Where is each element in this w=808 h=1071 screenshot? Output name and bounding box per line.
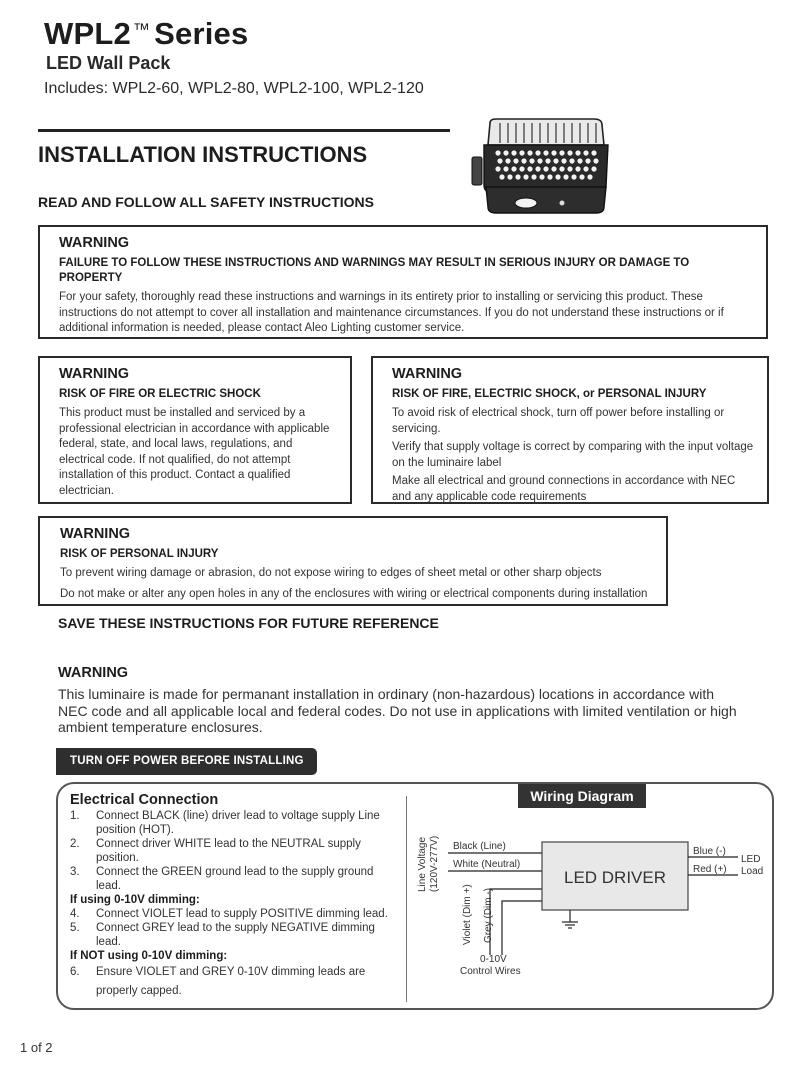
wall-pack-illustration [470,115,620,215]
step-item [70,921,400,949]
step-text: Connect driver WHITE lead to the NEUTRAL supply position. [96,838,361,864]
warning-subtitle: RISK OF FIRE, ELECTRIC SHOCK, or PERSONAL INJURY [392,388,707,400]
control-wires-label: Control Wires [460,966,521,977]
violet-wire-label: Violet (Dim +) [462,884,473,945]
step-number: 3. [70,866,80,878]
title-suffix: Series [154,16,249,51]
wiring-diagram [408,810,768,980]
line-voltage-range: (120V-277V) [429,835,440,892]
warning-title: WARNING [392,366,463,382]
grey-wire [502,901,542,955]
grey-wire-label: Grey (Dim -) [483,888,494,943]
step-number: 6. [70,966,80,978]
step-number: 2. [70,838,80,850]
led-load-label: LED [741,854,761,865]
warning-paragraph: To avoid risk of electrical shock, turn off power before installing or servicing. [392,407,725,435]
red-wire-label: Red (+) [693,864,727,875]
warning-paragraph: Make all electrical and ground connections in accordance with NEC and any applicable code requirements [392,475,736,503]
safety-heading: READ AND FOLLOW ALL SAFETY INSTRUCTIONS [38,194,374,210]
warning-body [59,290,746,337]
warning-subtitle: RISK OF FIRE OR ELECTRIC SHOCK [59,388,261,400]
electrical-steps [70,809,400,1001]
electrical-connection-title: Electrical Connection [70,792,219,808]
model-list: Includes: WPL2-60, WPL2-80, WPL2-100, WPL2-120 [44,80,424,97]
step-item [70,907,400,921]
warning-box-personal-injury [38,516,668,606]
product-name: WPL2 [44,16,131,51]
wiring-diagram-tab: Wiring Diagram [518,784,646,808]
warning-paragraph: Verify that supply voltage is correct by comparing with the input voltage on the luminaire label [392,441,754,469]
ground-icon [562,922,578,928]
black-wire-label: Black (Line) [453,841,506,852]
warning-box-injury-shock [371,356,769,504]
header-rule [38,129,450,132]
warning-body [60,566,656,602]
document-title [44,16,248,52]
violet-wire [490,889,542,955]
step-number: 1. [70,810,80,822]
page-number: 1 of 2 [20,1040,53,1055]
section-title: INSTALLATION INSTRUCTIONS [38,142,368,167]
no-dimming-heading: If NOT using 0-10V dimming: [70,950,228,962]
warning-paragraph: This product must be installed and serviced by a professional electrician in accordance with applicable federal, state, and local laws, regulations, and electrical code. If not qualified, do not attempt installation of this product. Contact a qualified electrician. [59,407,330,497]
step-item [70,963,400,1001]
warning-title: WARNING [59,235,130,251]
step-text: Connect the GREEN ground lead to the supply ground lead. [96,866,374,892]
warning-paragraph: To prevent wiring damage or abrasion, do not expose wiring to edges of sheet metal or other sharp objects [60,567,602,579]
warning-title: WARNING [60,526,131,542]
control-wires-voltage: 0-10V [480,954,507,965]
warning-body [59,406,340,499]
save-instructions-heading: SAVE THESE INSTRUCTIONS FOR FUTURE REFERENCE [58,615,439,631]
led-load-label-2: Load [741,866,764,877]
step-number: 4. [70,908,80,920]
warning-paragraph: Do not make or alter any open holes in any of the enclosures with wiring or electrical components during installation [60,587,648,600]
step-item [70,809,400,837]
warning-subtitle: FAILURE TO FOLLOW THESE INSTRUCTIONS AND WARNINGS MAY RESULT IN SERIOUS INJURY OR DAMAGE TO PROPERTY [59,257,690,284]
warning-title: WARNING [59,366,130,382]
warning-body [392,406,757,505]
blue-wire-label: Blue (-) [693,846,726,857]
warning-paragraph: For your safety, thoroughly read these instructions and warnings in its entirety prior to installing or servicing this product. These instructions do not attempt to cover all installation and maintenance circumstances. If you do not understand these instructions or if additional information is needed, please contact Aleo Lighting customer service. [59,291,724,334]
power-off-banner: TURN OFF POWER BEFORE INSTALLING [56,748,317,775]
warning-installation-text: This luminaire is made for permanant installation in ordinary (non-hazardous) locations in accordance with NEC code and all applicable local and federal codes. Do not use in applications with limited ventilation or high ambient temperature enclosures. [58,686,737,735]
warning-box-fire-shock [38,356,352,504]
step-item [70,865,400,893]
line-voltage-label: Line Voltage [417,836,428,892]
step-text: Connect VIOLET lead to supply POSITIVE dimming lead. [96,908,388,920]
step-item [70,837,400,865]
dimming-heading: If using 0-10V dimming: [70,894,200,906]
trademark-symbol: ™ [132,20,151,39]
white-wire-label: White (Neutral) [453,859,521,870]
step-text: Connect BLACK (line) driver lead to voltage supply Line position (HOT). [96,810,380,836]
panel-divider [406,796,407,1002]
warning-box-general [38,225,768,339]
step-number: 5. [70,922,80,934]
warning-title: WARNING [58,665,129,681]
step-text: Connect GREY lead to the supply NEGATIVE dimming lead. [96,922,375,948]
warning-subtitle: RISK OF PERSONAL INJURY [60,548,219,560]
step-text: Ensure VIOLET and GREY 0-10V dimming leads are properly capped. [96,966,366,997]
document-subtitle: LED Wall Pack [46,53,171,73]
led-driver-label: LED DRIVER [563,868,667,887]
